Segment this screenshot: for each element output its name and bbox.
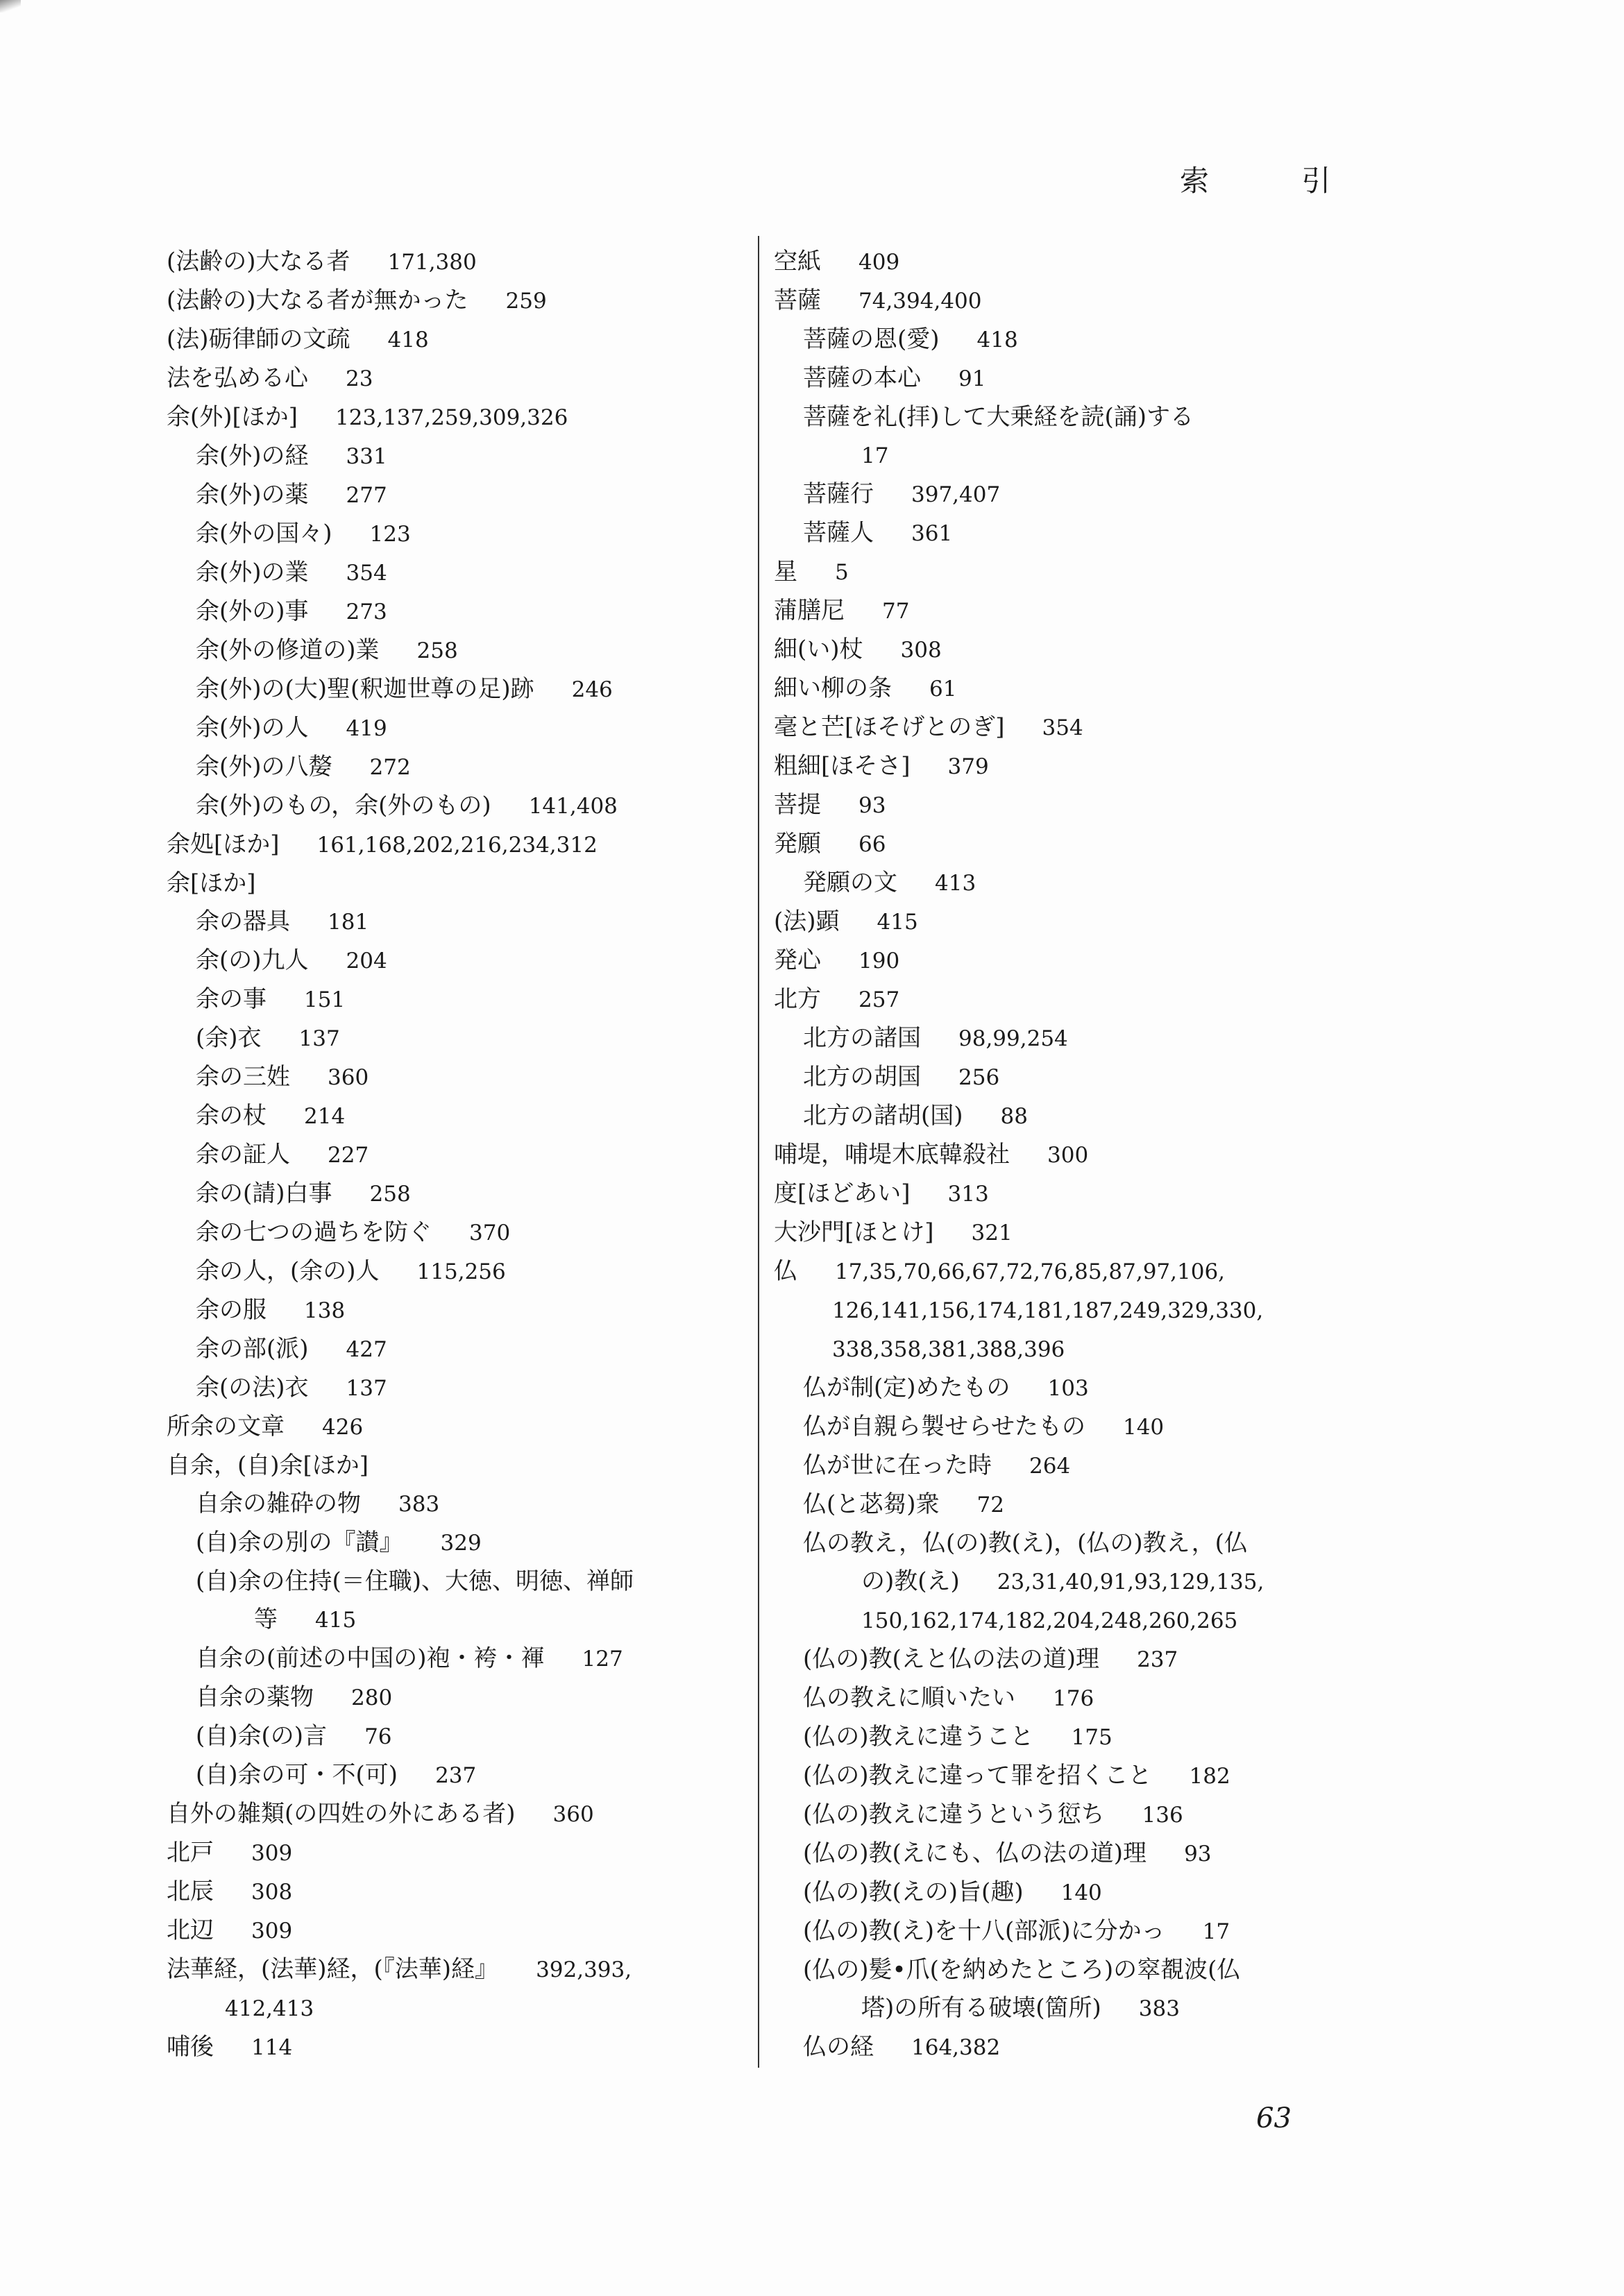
index-entry	[774, 825, 1343, 864]
index-pages: 412,413	[225, 1996, 314, 2021]
index-entry	[774, 1058, 1343, 1097]
index-pages: 397,407	[911, 482, 1001, 507]
index-pages: 257	[858, 987, 900, 1012]
index-term: 余(外)の経	[196, 442, 309, 470]
index-term: 空紙	[774, 248, 821, 275]
index-entry	[774, 282, 1343, 321]
index-pages: 164,382	[911, 2035, 1001, 2060]
index-term: 北方の諸胡(国)	[803, 1102, 963, 1130]
index-pages: 123,137,259,309,326	[335, 405, 568, 430]
index-term: 大沙門[ほとけ]	[774, 1218, 934, 1246]
index-term: 余(外)の業	[196, 559, 309, 586]
index-pages: 237	[1137, 1647, 1178, 1672]
index-term: 余(外)の薬	[196, 481, 309, 509]
index-term: 菩提	[774, 791, 821, 819]
index-entry	[167, 1214, 743, 1252]
index-term: (余)衣	[196, 1024, 262, 1052]
index-pages: 426	[322, 1415, 364, 1440]
index-entry	[167, 1058, 743, 1097]
index-pages: 161,168,202,216,234,312	[316, 833, 598, 858]
index-pages: 91	[958, 366, 986, 391]
index-pages: 17	[1202, 1919, 1230, 1944]
index-entry	[774, 592, 1343, 631]
index-entry	[774, 475, 1343, 514]
index-entry	[167, 1485, 743, 1524]
index-term: 仏の教えに順いたい	[803, 1684, 1015, 1712]
index-pages: 259	[505, 289, 547, 314]
index-pages: 392,393,	[536, 1957, 632, 1982]
index-pages: 258	[416, 638, 458, 663]
index-entry	[167, 593, 743, 631]
index-term: (仏の)教えに違うという愆ち	[803, 1801, 1105, 1828]
index-pages: 427	[346, 1337, 387, 1362]
index-entry	[774, 942, 1343, 980]
index-term: 法華経，(法華)経，(『法華)経』	[167, 1955, 499, 1983]
index-term: (自)余の可・不(可)	[196, 1761, 398, 1789]
index-pages: 383	[1138, 1996, 1180, 2021]
index-term: (仏の)教えに違うこと	[803, 1723, 1034, 1751]
index-term: 余(外の)事	[196, 597, 309, 625]
index-pages: 115,256	[416, 1259, 506, 1284]
index-pages: 175	[1071, 1725, 1113, 1750]
index-term: 余の事	[196, 985, 267, 1013]
index-term: 自余の(前述の中国の)袍・袴・褌	[196, 1644, 545, 1672]
index-entry	[167, 1834, 743, 1873]
index-entry	[167, 437, 743, 476]
index-term: 度[ほどあい]	[774, 1180, 911, 1207]
index-pages: 308	[900, 638, 942, 663]
index-entry	[774, 398, 1343, 436]
index-pages: 61	[929, 677, 957, 701]
index-pages: 23	[346, 366, 373, 391]
index-pages: 114	[251, 2035, 293, 2060]
index-term: 余の証人	[196, 1141, 290, 1168]
index-pages: 140	[1122, 1415, 1165, 1440]
index-pages: 331	[346, 444, 387, 469]
index-pages: 141,408	[528, 794, 618, 819]
index-term: 北方の胡国	[803, 1063, 921, 1091]
index-entry	[167, 980, 743, 1019]
index-term: 法を弘める心	[167, 364, 308, 392]
index-entry	[774, 1136, 1343, 1175]
index-entry	[167, 1873, 743, 1912]
index-pages: 415	[315, 1608, 357, 1633]
index-term: 自余，(自)余[ほか]	[167, 1452, 369, 1479]
index-pages: 182	[1189, 1764, 1230, 1789]
index-entry	[167, 243, 743, 282]
index-pages: 74,394,400	[858, 289, 982, 314]
index-entry	[774, 1835, 1343, 1873]
index-term: (自)余(の)言	[196, 1722, 328, 1750]
index-pages: 264	[1029, 1454, 1071, 1479]
index-pages: 137	[298, 1026, 340, 1051]
index-term: 余(外)の(大)聖(釈迦世尊の足)跡	[196, 675, 534, 703]
index-entry	[167, 1019, 743, 1058]
index-entry	[774, 980, 1343, 1019]
index-term: (法)顕	[774, 908, 840, 935]
index-entry	[167, 1369, 743, 1408]
index-term: 余処[ほか]	[167, 831, 280, 858]
index-entry	[774, 1175, 1343, 1214]
index-entry	[774, 1718, 1343, 1757]
index-pages: 136	[1142, 1803, 1183, 1828]
index-pages: 300	[1047, 1143, 1089, 1168]
index-term: 菩薩人	[803, 519, 874, 547]
index-term: 仏の教え，仏(の)教(え)，(仏の)教え，(仏	[803, 1529, 1248, 1557]
index-pages: 258	[369, 1182, 411, 1207]
index-entry	[167, 1678, 743, 1717]
index-term: 余(外)のもの，余(外のもの)	[196, 792, 491, 819]
index-term: 菩薩を礼(拝)して大乗経を読(誦)する	[803, 403, 1194, 431]
index-pages: 272	[369, 755, 411, 780]
index-pages: 370	[469, 1221, 511, 1245]
index-pages: 138	[304, 1298, 346, 1323]
index-term: 星	[774, 558, 797, 586]
index-entry	[167, 1563, 743, 1601]
index-term: 哺後	[167, 2033, 214, 2061]
index-term: 余(外)の人	[196, 714, 309, 742]
index-entry	[167, 942, 743, 980]
index-term: 自余の薬物	[196, 1683, 314, 1711]
index-pages: 150,162,174,182,204,248,260,265	[861, 1608, 1238, 1633]
index-term: 蒲膳尼	[774, 597, 845, 624]
index-pages: 361	[911, 521, 953, 546]
index-term: 余の七つの過ちを防ぐ	[196, 1218, 432, 1246]
index-pages: 383	[398, 1492, 440, 1517]
index-entry	[774, 747, 1343, 786]
index-entry	[774, 1679, 1343, 1718]
index-entry	[167, 1795, 743, 1834]
index-entry	[167, 903, 743, 942]
index-pages: 5	[835, 560, 849, 585]
index-pages: 176	[1053, 1686, 1094, 1711]
index-term: 菩薩の恩(愛)	[803, 325, 940, 353]
page-number: 63	[1256, 2102, 1292, 2134]
index-pages: 329	[440, 1531, 482, 1556]
index-entry	[167, 554, 743, 593]
index-entry	[167, 1640, 743, 1678]
index-term: (仏の)教(えと仏の法の道)理	[803, 1645, 1100, 1673]
index-entry	[167, 282, 743, 321]
index-term: 余(外の修道の)業	[196, 636, 380, 664]
index-entry	[774, 1640, 1343, 1679]
index-term: 余の人，(余の)人	[196, 1257, 380, 1285]
index-entry	[774, 864, 1343, 903]
index-entry	[167, 1136, 743, 1175]
index-entry	[774, 708, 1343, 747]
index-pages: 23,31,40,91,93,129,135,	[997, 1570, 1264, 1595]
index-term: 粗細[ほそさ]	[774, 752, 911, 780]
index-entry	[774, 1097, 1343, 1136]
index-entry	[774, 1757, 1343, 1796]
index-pages: 204	[346, 949, 387, 973]
index-term: 細い柳の条	[774, 674, 892, 702]
index-term: 毫と芒[ほそげとのぎ]	[774, 713, 1005, 741]
index-column-left	[167, 243, 743, 2067]
index-term: 細(い)杖	[774, 636, 863, 663]
index-entry	[167, 476, 743, 515]
index-term: (仏の)教(えの)旨(趣)	[803, 1878, 1024, 1906]
index-term: 余[ほか]	[167, 869, 256, 897]
index-term: 仏(と苾芻)衆	[803, 1490, 940, 1518]
index-pages: 93	[858, 793, 886, 818]
index-entry	[774, 1214, 1343, 1252]
index-entry	[167, 359, 743, 398]
index-pages: 171,380	[387, 250, 477, 275]
index-term: 余の三姓	[196, 1063, 290, 1091]
index-entry	[167, 1717, 743, 1756]
index-term: 余(外の国々)	[196, 520, 332, 547]
index-entry	[774, 321, 1343, 359]
index-entry	[167, 1950, 743, 1989]
index-term: 発心	[774, 946, 821, 974]
index-term: 余の服	[196, 1296, 267, 1324]
index-entry	[167, 321, 743, 359]
index-term: 余(外)[ほか]	[167, 403, 298, 431]
index-pages: 77	[882, 599, 910, 624]
index-term: 余の(請)白事	[196, 1180, 332, 1207]
index-term: (法齢の)大なる者が無かった	[167, 287, 468, 314]
index-entry	[774, 1408, 1343, 1447]
index-term: 菩薩	[774, 287, 821, 314]
index-entry	[774, 1252, 1343, 1291]
index-entry	[167, 1175, 743, 1214]
index-term: (自)余の別の『讃』	[196, 1529, 403, 1556]
index-entry	[167, 709, 743, 748]
index-term-continuation: の)教(え)	[861, 1567, 960, 1595]
index-entry	[167, 1912, 743, 1950]
index-entry	[167, 1524, 743, 1563]
index-entry	[774, 903, 1343, 942]
index-entry	[774, 2028, 1343, 2067]
index-term: 余(外)の八嫠	[196, 753, 332, 781]
index-entry	[167, 398, 743, 437]
index-pages: 127	[582, 1647, 623, 1672]
index-pages: 214	[304, 1104, 346, 1129]
index-entry	[774, 1796, 1343, 1835]
index-term: 余(の)九人	[196, 946, 309, 974]
index-term: 余の器具	[196, 908, 290, 935]
index-pages: 98,99,254	[958, 1026, 1068, 1051]
index-term: 仏の経	[803, 2033, 874, 2061]
index-entry-continuation	[774, 1601, 1343, 1640]
index-entry	[167, 787, 743, 826]
index-pages: 123	[369, 522, 411, 547]
index-pages: 360	[552, 1802, 594, 1827]
index-pages: 277	[346, 483, 387, 508]
index-pages: 76	[364, 1724, 392, 1749]
index-pages: 66	[858, 832, 886, 857]
index-term-continuation: 等	[254, 1606, 278, 1633]
index-entry	[774, 1912, 1343, 1951]
index-term: 北方の諸国	[803, 1024, 921, 1052]
index-term: 北戸	[167, 1839, 214, 1866]
index-term: (法)砺律師の文疏	[167, 325, 350, 353]
index-pages: 103	[1047, 1376, 1089, 1401]
index-pages: 140	[1060, 1880, 1102, 1905]
index-pages: 273	[346, 599, 387, 624]
index-entry	[167, 826, 743, 865]
index-column-right	[774, 243, 1343, 2067]
index-term: 余の杖	[196, 1102, 267, 1130]
index-term: (仏の)教(えにも、仏の法の道)理	[803, 1839, 1147, 1867]
index-term: 発願	[774, 830, 821, 858]
index-entry-continuation	[774, 1330, 1343, 1369]
index-entry-continuation	[774, 1291, 1343, 1330]
index-term: 仏が自親ら製せらせたもの	[803, 1413, 1085, 1440]
index-pages: 415	[877, 910, 918, 935]
index-pages: 409	[858, 250, 900, 275]
index-entry	[167, 1408, 743, 1447]
index-pages: 237	[435, 1763, 477, 1788]
index-term: 余の部(派)	[196, 1335, 309, 1363]
index-entry	[774, 553, 1343, 592]
index-term: 菩薩行	[803, 480, 874, 508]
index-entry	[774, 631, 1343, 670]
index-term: 哺堤，哺堤木底韓殺社	[774, 1141, 1010, 1168]
index-term: (仏の)教(え)を十八(部派)に分かっ	[803, 1917, 1165, 1945]
index-pages: 190	[858, 949, 900, 973]
index-pages: 338,358,381,388,396	[832, 1337, 1065, 1362]
index-entry	[167, 631, 743, 670]
index-term: 北方	[774, 985, 821, 1013]
index-pages: 313	[947, 1182, 989, 1207]
running-head: 索 引	[1180, 164, 1373, 198]
index-term: (自)余の住持(＝住職)、大徳、明徳、禅師	[196, 1567, 634, 1595]
index-entry	[167, 1330, 743, 1369]
index-term: 仏が世に在った時	[803, 1452, 992, 1479]
index-entry	[167, 865, 743, 903]
index-entry-continuation	[167, 1601, 743, 1640]
index-entry	[167, 1097, 743, 1136]
index-term: (仏の)教えに違って罪を招くこと	[803, 1762, 1152, 1789]
index-entry	[167, 515, 743, 554]
index-pages: 181	[328, 910, 369, 935]
index-pages: 360	[328, 1065, 369, 1090]
index-entry	[167, 1252, 743, 1291]
index-pages: 354	[346, 561, 387, 586]
index-entry	[774, 243, 1343, 282]
index-entry	[774, 786, 1343, 825]
index-entry	[774, 1873, 1343, 1912]
index-entry	[167, 748, 743, 787]
index-pages: 88	[1000, 1104, 1028, 1129]
index-entry	[774, 1951, 1343, 1989]
index-term: 自外の雑類(の四姓の外にある者)	[167, 1800, 516, 1828]
index-pages: 413	[935, 871, 976, 896]
index-entry	[167, 1447, 743, 1485]
index-entry	[774, 514, 1343, 553]
index-entry	[774, 1019, 1343, 1058]
index-entry	[774, 670, 1343, 708]
index-entry	[774, 1486, 1343, 1524]
index-pages: 419	[346, 716, 387, 741]
index-term: 余(の法)衣	[196, 1374, 309, 1402]
index-entry	[774, 1447, 1343, 1486]
index-entry	[774, 1369, 1343, 1408]
index-entry	[167, 1756, 743, 1795]
index-term: 菩薩の本心	[803, 364, 921, 392]
index-term: 北辰	[167, 1878, 214, 1905]
index-pages: 93	[1184, 1842, 1212, 1866]
index-term: (法齢の)大なる者	[167, 248, 350, 275]
index-pages: 280	[351, 1685, 393, 1710]
index-entry	[167, 670, 743, 709]
index-term-continuation: 塔)の所有る破壊(箇所)	[861, 1994, 1101, 2022]
index-entry	[774, 359, 1343, 398]
index-pages: 137	[346, 1376, 387, 1401]
index-pages: 321	[971, 1221, 1013, 1245]
index-pages: 308	[251, 1880, 293, 1905]
index-term: 仏が制(定)めたもの	[803, 1374, 1010, 1402]
index-term: (仏の)髪•爪(を納めたところ)の窣覩波(仏	[803, 1956, 1241, 1984]
index-pages: 354	[1042, 715, 1083, 740]
index-pages: 227	[328, 1143, 369, 1168]
index-pages: 246	[571, 677, 613, 702]
index-entry-continuation	[167, 1989, 743, 2028]
index-pages: 126,141,156,174,181,187,249,329,330,	[832, 1298, 1264, 1323]
index-entry	[167, 1291, 743, 1330]
scan-speck	[0, 0, 21, 12]
index-pages: 256	[958, 1065, 1000, 1090]
index-entry	[774, 1524, 1343, 1563]
index-entry	[167, 2028, 743, 2067]
index-entry-continuation	[774, 1563, 1343, 1601]
index-term: 仏	[774, 1257, 797, 1285]
index-entry-continuation	[774, 1989, 1343, 2028]
index-pages: 418	[387, 328, 429, 352]
index-term: 所余の文章	[167, 1413, 285, 1440]
index-pages: 418	[976, 328, 1018, 352]
index-pages: 72	[976, 1493, 1004, 1517]
index-pages: 17,35,70,66,67,72,76,85,87,97,106,	[835, 1259, 1226, 1284]
index-pages: 309	[251, 1919, 293, 1944]
index-entry-continuation	[774, 436, 1343, 475]
index-pages: 151	[304, 987, 346, 1012]
index-pages: 17	[861, 443, 889, 468]
index-pages: 309	[251, 1841, 293, 1866]
index-term: 自余の雑砕の物	[196, 1490, 361, 1517]
index-pages: 379	[947, 754, 989, 779]
index-term: 発願の文	[803, 869, 897, 896]
column-divider	[758, 236, 759, 2068]
index-term: 北辺	[167, 1916, 214, 1944]
